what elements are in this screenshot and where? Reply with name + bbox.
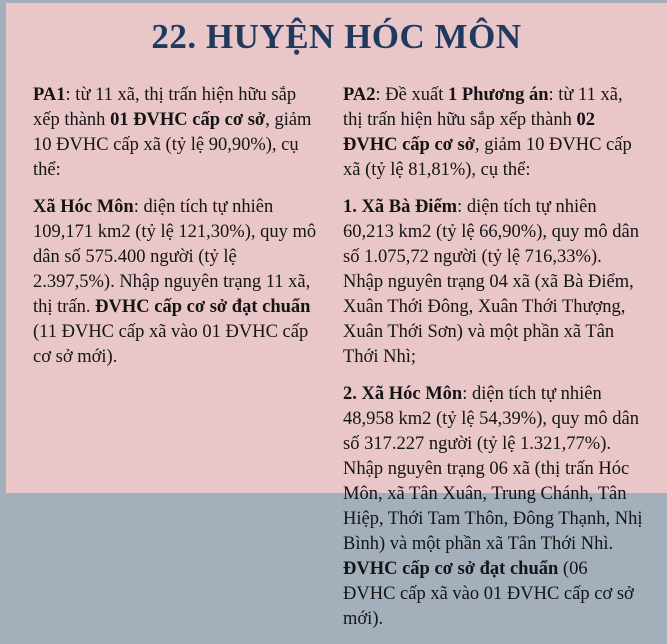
right-column bbox=[343, 83, 643, 644]
left-column bbox=[33, 83, 323, 644]
text-segment: 2. Xã Hóc Môn bbox=[343, 384, 463, 404]
paragraph bbox=[343, 382, 643, 632]
text-segment: : diện tích tự nhiên 109,171 km2 (tỷ lệ 121,30%), quy mô dân số 575.400 người (tỷ lệ 2.397,5%). Nhập nguyên trạng 11 xã, thị trấn. bbox=[33, 197, 317, 317]
text-segment: : diện tích tự nhiên 48,958 km2 (tỷ lệ 54,39%), quy mô dân số 317.227 người (tỷ lệ 1.321,77%). Nhập nguyên trạng 06 xã (thị trấn Hóc Môn, xã Tân Xuân, Trung Chánh, Tân Hiệp, Thới Tam Thôn, Đông Thạnh, Nhị Bình) và một phần xã Tân Thới Nhì. bbox=[343, 384, 643, 554]
paragraph bbox=[343, 83, 643, 183]
text-segment: ĐVHC cấp cơ sở đạt chuẩn bbox=[343, 559, 559, 579]
paragraph bbox=[33, 195, 323, 370]
text-segment: Xã Hóc Môn bbox=[33, 197, 134, 217]
slide-title: 22. HUYỆN HÓC MÔN bbox=[151, 17, 522, 56]
text-segment: 02 ĐVHC cấp cơ sở bbox=[343, 110, 596, 155]
text-segment: PA2 bbox=[343, 85, 376, 105]
text-segment: : từ 11 xã, thị trấn hiện hữu sắp xếp thành bbox=[33, 85, 297, 130]
text-segment: PA1 bbox=[33, 85, 66, 105]
text-segment: : từ 11 xã, thị trấn hiện hữu sắp xếp thành bbox=[343, 85, 623, 130]
text-segment: : diện tích tự nhiên 60,213 km2 (tỷ lệ 66,90%), quy mô dân số 1.075,72 người (tỷ lệ 716,33%). Nhập nguyên trạng 04 xã (xã Bà Điểm, Xuân Thới Đông, Xuân Thới Thượng, Xuân Thới Sơn) và một phần xã Tân Thới Nhì; bbox=[343, 197, 639, 367]
text-segment: (06 ĐVHC cấp xã vào 01 ĐVHC cấp cơ sở mới). bbox=[343, 559, 634, 629]
content-columns bbox=[6, 83, 667, 644]
slide bbox=[6, 3, 667, 629]
text-segment: ĐVHC cấp cơ sở đạt chuẩn bbox=[95, 297, 311, 317]
text-segment: 1. Xã Bà Điểm bbox=[343, 197, 458, 217]
text-segment: : Đề xuất bbox=[375, 85, 448, 105]
text-segment: 01 ĐVHC cấp cơ sở bbox=[110, 110, 266, 130]
paragraph bbox=[33, 83, 323, 183]
text-segment: , giảm 10 ĐVHC cấp xã (tỷ lệ 90,90%), cụ thể: bbox=[33, 110, 312, 180]
text-segment: 1 Phương án bbox=[447, 85, 549, 105]
text-segment: (11 ĐVHC cấp xã vào 01 ĐVHC cấp cơ sở mới). bbox=[33, 322, 309, 367]
paragraph bbox=[343, 195, 643, 370]
text-segment: , giảm 10 ĐVHC cấp xã (tỷ lệ 81,81%), cụ thể: bbox=[343, 135, 632, 180]
